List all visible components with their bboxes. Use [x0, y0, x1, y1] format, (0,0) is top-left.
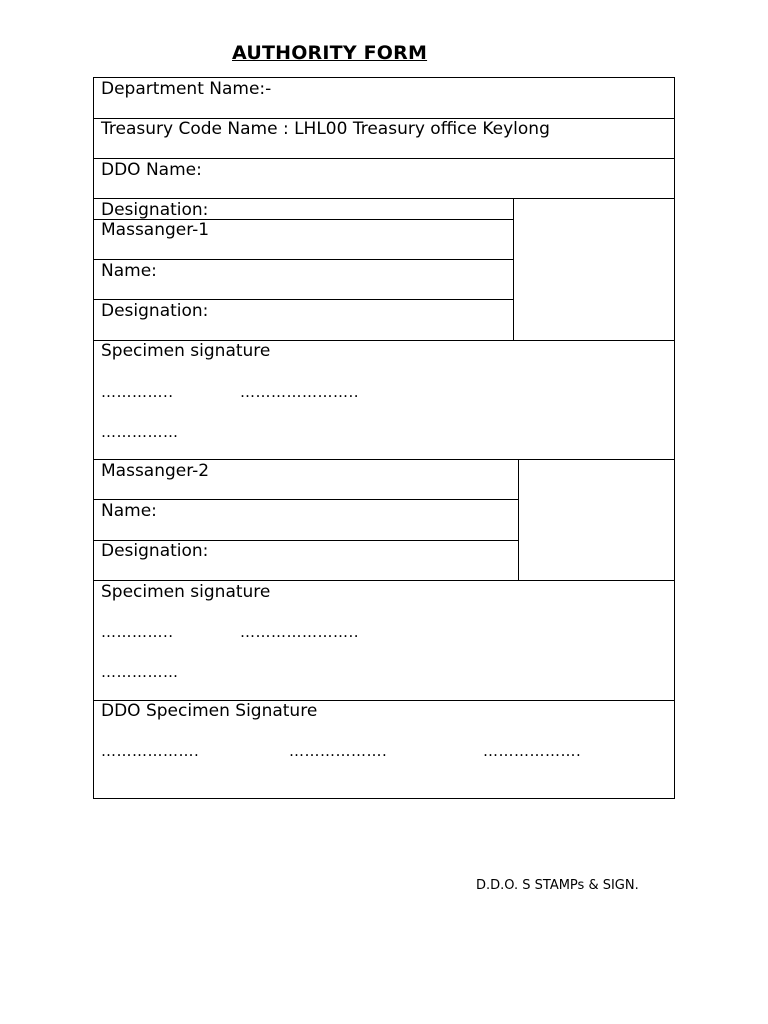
photo-box-divider [518, 459, 519, 580]
messenger-2-name-label: Name: [101, 501, 157, 521]
ddo-specimen-dots-c: ………………. [483, 742, 582, 760]
authority-form-table [93, 77, 675, 799]
specimen-2-label: Specimen signature [101, 582, 271, 602]
messenger-1-heading: Massanger-1 [101, 220, 210, 240]
ddo-specimen-dots-b: ………………. [289, 742, 388, 760]
row-divider [94, 580, 674, 581]
specimen-1-dots-a: ………….. [101, 383, 174, 401]
ddo-stamp-sign-label: D.D.O. S STAMPs & SIGN. [476, 878, 639, 893]
messenger-2-designation-label: Designation: [101, 541, 209, 561]
row-divider [94, 299, 514, 300]
specimen-1-dots-c: …………… [101, 423, 179, 441]
treasury-code-label: Treasury Code Name : LHL00 Treasury office Keylong [101, 119, 550, 139]
department-name-label: Department Name:- [101, 79, 272, 99]
ddo-name-label: DDO Name: [101, 160, 202, 180]
row-divider [94, 158, 674, 159]
messenger-1-name-label: Name: [101, 261, 157, 281]
designation-label: Designation: [101, 200, 209, 220]
specimen-2-dots-c: …………… [101, 663, 179, 681]
ddo-specimen-label: DDO Specimen Signature [101, 701, 318, 721]
ddo-specimen-dots-a: ………………. [101, 742, 200, 760]
messenger-2-heading: Massanger-2 [101, 461, 210, 481]
row-divider [94, 459, 674, 460]
photo-box-divider [513, 198, 514, 340]
specimen-1-dots-b: ………………….. [240, 383, 360, 401]
form-title: AUTHORITY FORM [232, 42, 428, 64]
specimen-2-dots-a: ………….. [101, 623, 174, 641]
row-divider [94, 198, 674, 199]
messenger-1-designation-label: Designation: [101, 301, 209, 321]
row-divider [94, 499, 519, 500]
specimen-2-dots-b: ………………….. [240, 623, 360, 641]
row-divider [94, 259, 514, 260]
specimen-1-label: Specimen signature [101, 341, 271, 361]
